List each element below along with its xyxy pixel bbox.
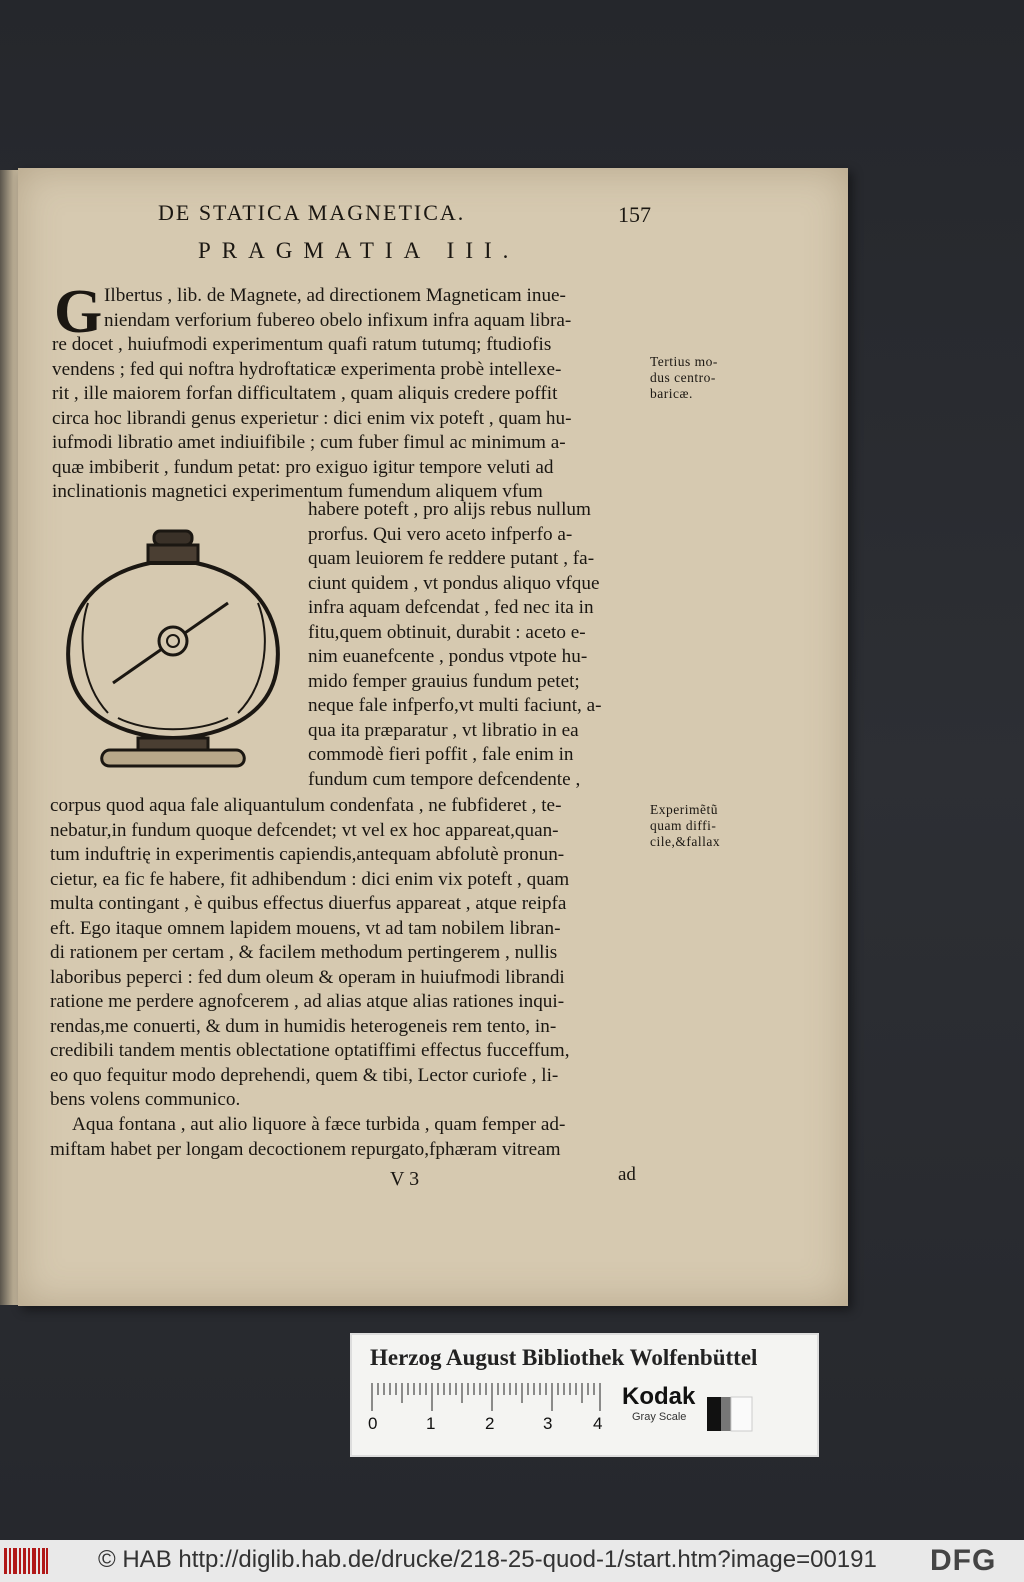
text-line: ciunt quidem , vt pondus aliquo vfque [308,572,600,594]
text-line: niendam verforium fubereo obelo infixum infra aquam libra- [104,309,572,331]
drop-cap: G [54,278,103,346]
text-line: habere poteft , pro alijs rebus nullum [308,499,591,520]
text-line: nebatur,in fundum quoque defcendet; vt vel ex hoc appareat,quan- [50,819,559,841]
dfg-logo: DFG [930,1544,997,1577]
marginal-line: quam diffi- [650,818,717,833]
text-line: ratione me perdere agnofcerem , ad alias atque alias rationes inqui- [50,991,565,1012]
text-line: neque fale infperfo,vt multi faciunt, a- [308,695,602,716]
text-line: nim euanefcente , pondus vtpote hu- [308,646,588,667]
text-line: laboribus peperci : fed dum oleum & operam in huiufmodi librandi [50,966,565,988]
gray-scale-label: Gray Scale [632,1411,687,1423]
text-line: infra aquam defcendat , fed nec ita in [308,597,594,618]
text-line: fitu,quem obtinuit, durabit : aceto e- [308,621,586,643]
text-line: inclinationis magnetici experimentum fumendum aliquem vfum [52,481,543,502]
text-line: tum induftrię in experimentis capiendis,antequam abfolutè pronun- [50,844,565,865]
ruler-number: 3 [543,1414,553,1433]
text-line: credibili tandem mentis oblectatione optatiffimi effectus fucceffum, [50,1040,570,1061]
text-line: multa contingant , è quibus effectus diuerfus appareat , atque reipfa [50,893,567,914]
book-page [18,168,848,1306]
text-line: eft. Ego itaque omnem lapidem mouens, vt ad tam nobilem libran- [50,917,561,939]
text-line: quam leuiorem fe reddere putant , fa- [308,548,595,569]
text-line: bens volens communico. [50,1089,241,1110]
text-line: re docet , huiufmodi experimentum quafi ratum tutumq; ftudiofis [52,334,552,355]
footer-bar [0,1540,1024,1582]
text-line: quæ imbiberit , fundum petat: pro exiguo igitur tempore veluti ad [52,456,554,478]
paragraph-1-top [52,278,662,505]
text-line: eo quo fequitur modo deprehendi, quem & tibi, Lector curiofe , li- [50,1064,559,1086]
marginal-note-1 [650,354,718,402]
paragraph-1-bottom [50,794,660,1113]
text-line: prorfus. Qui vero aceto infperfo a- [308,523,573,545]
text-line: vendens ; fed qui noftra hydroftaticæ experimenta probè intellexe- [52,358,562,380]
marginal-line: dus centro- [650,370,716,385]
ruler-number: 1 [426,1414,436,1433]
text-line: rit , ille maiorem forfan difficultatem , quam aliquis credere poffit [52,383,558,404]
section-title: PRAGMATIA III. [198,238,520,263]
text-line: Ilbertus , lib. de Magnete, ad directionem Magneticam inue- [104,285,566,306]
text-line: fundum cum tempore defcendente , [308,768,581,790]
text-line: Aqua fontana , aut alio liquore à fæce turbida , quam femper ad- [72,1114,566,1135]
text-line: corpus quod aqua fale aliquantulum condenfata , ne fubfideret , te- [50,795,562,816]
text-line: circa hoc librandi genus experietur : dici enim vix poteft , quam hu- [52,407,572,429]
woodcut-vessel-illustration [58,523,288,773]
text-line: miftam habet per longam decoctionem repurgato,fphæram vitream [50,1138,561,1160]
running-head: DE STATICA MAGNETICA. [158,200,466,225]
text-line: di rationem per certam , & facilem methodum pertingerem , nullis [50,942,558,963]
page-number: 157 [618,202,651,227]
text-line: cietur, ea fic fe habere, fit adhibendum : dici enim vix poteft , quam [50,868,570,890]
signature-mark: V 3 [390,1168,420,1190]
catchword: ad [618,1164,636,1185]
kodak-brand: Kodak [622,1383,696,1410]
marginal-line: Experimẽtũ [650,802,718,817]
text-line: mido femper grauius fundum petet; [308,670,580,692]
paragraph-1-beside-figure [308,498,658,792]
marginal-line: baricæ. [650,386,693,401]
library-label-card [350,1333,819,1457]
library-name: Herzog August Bibliothek Wolfenbüttel [370,1345,758,1370]
measuring-ruler [370,1381,610,1431]
marginal-line: Tertius mo- [650,354,718,369]
barcode-icon [4,1548,48,1574]
text-line: rendas,me conuerti, & dum in humidis heterogeneis rem tento, in- [50,1015,557,1037]
copyright-url[interactable]: © HAB http://diglib.hab.de/drucke/218-25-quod-1/start.htm?image=00191 [98,1546,877,1573]
text-line: commodè fieri poffit , fale enim in [308,744,574,765]
ruler-number: 4 [593,1414,603,1433]
gray-scale-patch [707,1395,752,1433]
text-line: iufmodi libratio amet indiuifibile ; cum fuber fimul ac minimum a- [52,432,566,453]
marginal-note-2 [650,802,720,850]
marginal-line: cile,&fallax [650,834,721,849]
ruler-number: 2 [485,1414,495,1433]
paragraph-2 [50,1113,660,1162]
ruler-number: 0 [368,1414,378,1433]
text-line: qua ita præparatur , vt libratio in ea [308,719,579,741]
